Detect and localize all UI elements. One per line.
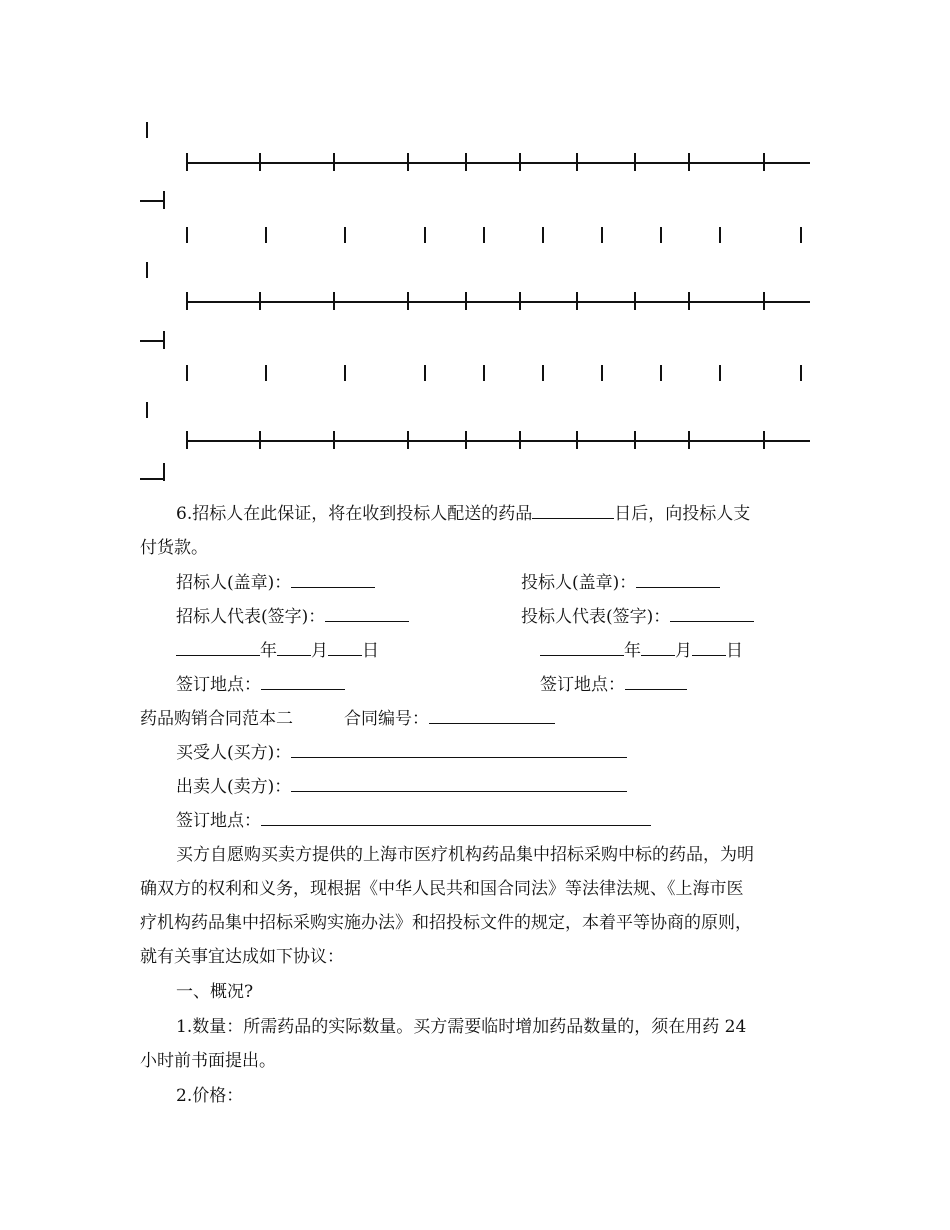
rule-start <box>186 431 188 449</box>
contract-2-title: 药品购销合同范本二 <box>140 709 293 729</box>
buyer-blank[interactable] <box>291 741 627 758</box>
cell-separator <box>719 227 721 243</box>
table-rule <box>186 162 810 164</box>
rule-tick <box>763 292 765 310</box>
bidder-rep-label: 投标人代表(签字)： <box>521 607 671 627</box>
clause-6-line1 <box>176 502 750 526</box>
tenderer-place <box>176 673 345 697</box>
year-blank[interactable] <box>176 639 260 656</box>
cell-separator <box>483 227 485 243</box>
rule-tick <box>634 431 636 449</box>
bidder-place <box>540 673 687 697</box>
left-bar <box>146 122 148 138</box>
rule-start <box>186 292 188 310</box>
rule-tick <box>465 292 467 310</box>
rule-tick <box>519 292 521 310</box>
buyer-line <box>176 741 627 765</box>
tenderer-rep-blank[interactable] <box>325 605 409 622</box>
rule-tick <box>333 431 335 449</box>
seller-label: 出卖人(卖方)： <box>176 777 292 797</box>
rule-tail <box>140 340 164 342</box>
cell-separator <box>601 365 603 381</box>
bidder-seal <box>521 571 720 595</box>
cell-separator <box>800 227 802 243</box>
month-label: 月 <box>311 641 328 661</box>
year-label: 年 <box>260 641 277 661</box>
tenderer-seal <box>176 571 375 595</box>
bidder-rep <box>521 605 754 629</box>
rule-tick <box>519 153 521 171</box>
tenderer-seal-label: 招标人(盖章)： <box>176 573 292 593</box>
contract-number <box>344 707 555 731</box>
bidder-rep-blank[interactable] <box>670 605 754 622</box>
intro-line-1: 买方自愿购买卖方提供的上海市医疗机构药品集中招标采购中标的药品，为明 <box>176 845 754 865</box>
intro-line-3: 疗机构药品集中招标采购实施办法》和招投标文件的规定，本着平等协商的原则， <box>140 913 752 933</box>
month-label: 月 <box>675 641 692 661</box>
bidder-place-label: 签订地点： <box>540 675 625 695</box>
cell-separator <box>542 365 544 381</box>
day-label: 日 <box>362 641 379 661</box>
rule-tick <box>259 292 261 310</box>
year-label: 年 <box>624 641 641 661</box>
day-label: 日 <box>726 641 743 661</box>
rule-tick <box>259 153 261 171</box>
intro-line-2: 确双方的权利和义务，现根据《中华人民共和国合同法》等法律法规、《上海市医 <box>140 879 744 899</box>
rule-tick <box>465 153 467 171</box>
seller-blank[interactable] <box>291 775 627 792</box>
cell-separator <box>601 227 603 243</box>
intro-line-4: 就有关事宜达成如下协议： <box>140 947 344 967</box>
rule-tick <box>519 431 521 449</box>
clause-6-suffix: 日后，向投标人支 <box>614 504 751 524</box>
tenderer-place-blank[interactable] <box>261 673 345 690</box>
left-bar <box>146 402 148 418</box>
tenderer-seal-blank[interactable] <box>291 571 375 588</box>
rule-tick <box>333 292 335 310</box>
rule-tick <box>634 292 636 310</box>
year-blank[interactable] <box>540 639 624 656</box>
table-rule <box>186 301 810 303</box>
cell-separator <box>186 227 188 243</box>
cell-separator <box>800 365 802 381</box>
day-blank[interactable] <box>328 639 362 656</box>
rule-tick <box>634 153 636 171</box>
cell-separator <box>660 227 662 243</box>
rule-tick <box>763 431 765 449</box>
cell-separator <box>265 365 267 381</box>
bidder-date <box>540 639 743 663</box>
rule-tail-tick <box>163 191 165 209</box>
cell-separator <box>542 227 544 243</box>
tenderer-rep-label: 招标人代表(签字)： <box>176 607 326 627</box>
clause-6-line2: 付货款。 <box>140 538 208 558</box>
rule-tick <box>688 153 690 171</box>
cell-separator <box>344 365 346 381</box>
rule-tick <box>333 153 335 171</box>
tenderer-date <box>176 639 379 663</box>
contract-number-label: 合同编号： <box>344 709 429 729</box>
rule-start <box>186 153 188 171</box>
cell-separator <box>719 365 721 381</box>
rule-tick <box>259 431 261 449</box>
bidder-seal-blank[interactable] <box>636 571 720 588</box>
rule-tick <box>576 153 578 171</box>
rule-tick <box>407 292 409 310</box>
rule-tick <box>407 431 409 449</box>
month-blank[interactable] <box>277 639 311 656</box>
rule-tail-tick <box>163 463 165 481</box>
cell-separator <box>344 227 346 243</box>
tenderer-place-label: 签订地点： <box>176 675 261 695</box>
clause-6-text: 6.招标人在此保证，将在收到投标人配送的药品 <box>176 504 533 524</box>
rule-tick <box>763 153 765 171</box>
bidder-place-blank[interactable] <box>625 673 687 690</box>
rule-tail-tick <box>163 331 165 349</box>
day-blank[interactable] <box>692 639 726 656</box>
item-2: 2.价格： <box>176 1086 244 1106</box>
rule-tick <box>465 431 467 449</box>
place-label: 签订地点： <box>176 811 261 831</box>
place-blank[interactable] <box>261 809 651 826</box>
rule-tick <box>688 431 690 449</box>
rule-tail <box>140 200 164 202</box>
rule-tick <box>576 292 578 310</box>
table-bottom-rule <box>186 440 810 442</box>
cell-separator <box>424 365 426 381</box>
cell-separator <box>265 227 267 243</box>
seller-line <box>176 775 627 799</box>
buyer-label: 买受人(买方)： <box>176 743 292 763</box>
rule-tick <box>688 292 690 310</box>
rule-tail <box>140 478 164 480</box>
tenderer-rep <box>176 605 409 629</box>
rule-tick <box>576 431 578 449</box>
rule-tick <box>407 153 409 171</box>
cell-separator <box>424 227 426 243</box>
item-1-line1: 1.数量：所需药品的实际数量。买方需要临时增加药品数量的，须在用药 24 <box>176 1017 747 1037</box>
item-1-line2: 小时前书面提出。 <box>140 1051 276 1071</box>
place-line <box>176 809 651 833</box>
month-blank[interactable] <box>641 639 675 656</box>
contract-number-blank[interactable] <box>429 707 555 724</box>
cell-separator <box>186 365 188 381</box>
cell-separator <box>483 365 485 381</box>
cell-separator <box>660 365 662 381</box>
left-bar <box>146 262 148 278</box>
days-blank[interactable] <box>532 502 614 519</box>
bidder-seal-label: 投标人(盖章)： <box>521 573 637 593</box>
section-1-heading: 一、概况? <box>176 982 254 1002</box>
